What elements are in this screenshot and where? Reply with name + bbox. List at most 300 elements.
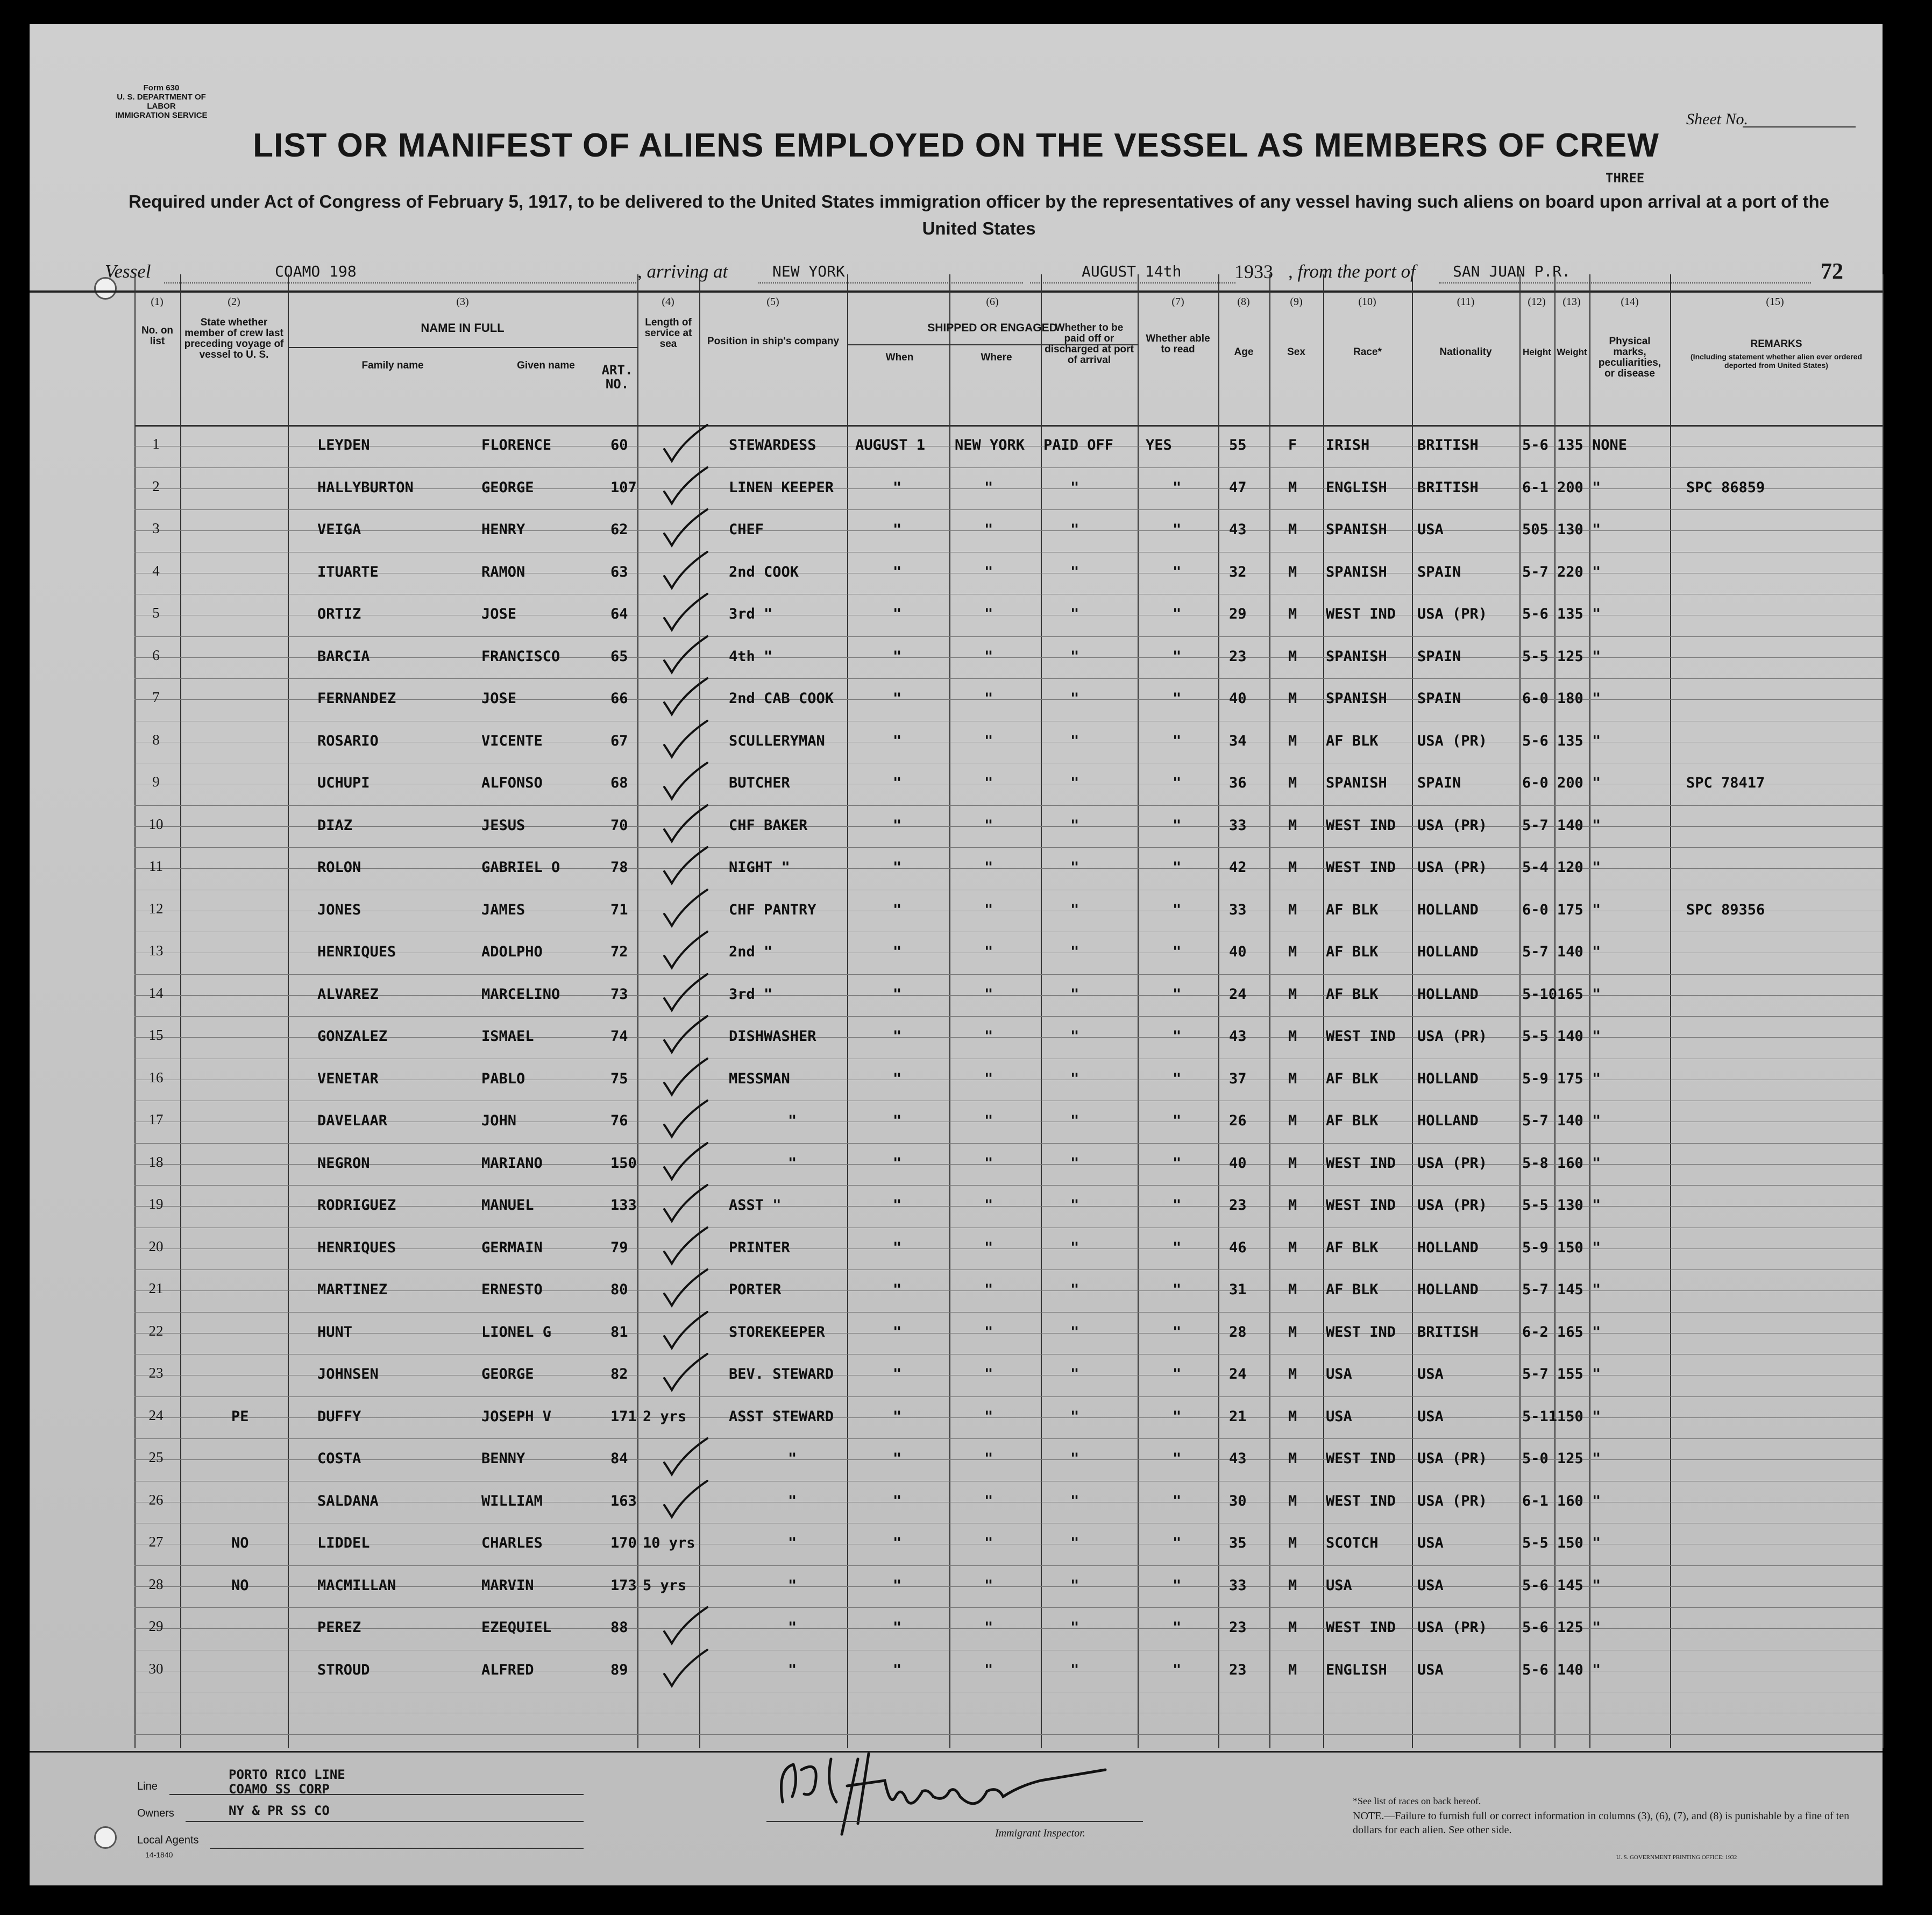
shipped-when-cell: " bbox=[893, 521, 902, 538]
paid-off-cell: " bbox=[1070, 1281, 1079, 1298]
age-cell: 33 bbox=[1229, 1577, 1247, 1594]
age-cell: 37 bbox=[1229, 1070, 1247, 1087]
art-no-cell: 68 bbox=[610, 775, 628, 791]
position-cell: PORTER bbox=[729, 1281, 782, 1298]
column-rule bbox=[1323, 274, 1324, 1748]
weight-cell: 140 bbox=[1557, 1661, 1583, 1678]
when-where-rule bbox=[949, 344, 950, 425]
checkmark-icon bbox=[659, 1013, 713, 1056]
column-rule bbox=[1138, 274, 1139, 1748]
physical-marks-cell: " bbox=[1592, 1070, 1601, 1087]
paid-off-cell: " bbox=[1070, 1535, 1079, 1551]
race-cell: USA bbox=[1326, 1408, 1352, 1425]
art-no-cell: 89 bbox=[610, 1661, 628, 1678]
race-cell: IRISH bbox=[1326, 437, 1370, 453]
nationality-cell: HOLLAND bbox=[1417, 1239, 1479, 1256]
physical-marks-cell: " bbox=[1592, 859, 1601, 876]
header-name-in-full: NAME IN FULL bbox=[421, 321, 505, 335]
family-name-cell: HALLYBURTON bbox=[317, 479, 414, 496]
nationality-cell: USA bbox=[1417, 1535, 1444, 1551]
row-number: 6 bbox=[152, 647, 160, 663]
sex-cell: M bbox=[1288, 1028, 1297, 1045]
able-to-read-cell: " bbox=[1173, 1239, 1182, 1256]
shipped-where-cell: " bbox=[984, 1070, 993, 1087]
age-cell: 24 bbox=[1229, 985, 1247, 1003]
shipped-when-cell: " bbox=[893, 690, 902, 707]
shipped-where-cell: " bbox=[984, 732, 993, 749]
paid-off-cell: " bbox=[1070, 1450, 1079, 1467]
weight-cell: 135 bbox=[1557, 732, 1583, 749]
family-name-cell: STROUD bbox=[317, 1661, 370, 1678]
art-no-cell: 107 bbox=[610, 479, 637, 496]
row-rule bbox=[134, 636, 1883, 637]
position-cell: CHF PANTRY bbox=[729, 901, 816, 918]
row-number: 11 bbox=[149, 858, 163, 874]
paid-off-cell: " bbox=[1070, 817, 1079, 834]
able-to-read-cell: " bbox=[1173, 1492, 1182, 1509]
shipped-where-cell: " bbox=[984, 1281, 993, 1298]
nationality-cell: USA (PR) bbox=[1417, 1197, 1488, 1214]
row-number: 8 bbox=[152, 731, 160, 748]
row-rule bbox=[134, 1185, 1883, 1186]
art-no-cell: 163 bbox=[610, 1492, 637, 1509]
given-name-cell: ALFRED bbox=[481, 1661, 534, 1678]
able-to-read-cell: " bbox=[1173, 479, 1182, 496]
height-cell: 5-6 bbox=[1522, 1619, 1549, 1636]
row-number: 27 bbox=[148, 1534, 164, 1550]
shipped-when-cell: " bbox=[893, 606, 902, 622]
column-number: (12) bbox=[1528, 296, 1546, 308]
header-when: When bbox=[885, 352, 914, 363]
physical-marks-cell: " bbox=[1592, 1450, 1601, 1467]
art-no-cell: 82 bbox=[610, 1366, 628, 1382]
able-to-read-cell: " bbox=[1173, 1154, 1182, 1172]
row-rule bbox=[134, 826, 1883, 827]
physical-marks-cell: " bbox=[1592, 775, 1601, 791]
column-number: (11) bbox=[1457, 296, 1475, 308]
weight-cell: 140 bbox=[1557, 944, 1583, 960]
art-no-cell: 84 bbox=[610, 1450, 628, 1467]
weight-cell: 125 bbox=[1557, 648, 1583, 665]
sex-cell: M bbox=[1288, 1070, 1297, 1087]
checkmark-icon bbox=[659, 676, 713, 719]
family-name-cell: ORTIZ bbox=[317, 606, 361, 622]
nationality-cell: USA (PR) bbox=[1417, 817, 1488, 834]
header-remarks: REMARKS bbox=[1750, 338, 1802, 350]
sex-cell: M bbox=[1288, 1492, 1297, 1509]
sex-cell: M bbox=[1288, 479, 1297, 496]
family-name-cell: ROLON bbox=[317, 859, 361, 876]
name-subrule bbox=[288, 347, 637, 348]
column-number: (9) bbox=[1290, 296, 1303, 308]
shipped-where-cell: " bbox=[984, 859, 993, 876]
row-rule bbox=[134, 1164, 1883, 1165]
paid-off-cell: " bbox=[1070, 1492, 1079, 1509]
state-whether-cell: NO bbox=[231, 1535, 249, 1551]
weight-cell: 200 bbox=[1557, 775, 1583, 791]
row-rule bbox=[134, 678, 1883, 679]
checkmark-icon bbox=[659, 465, 713, 508]
given-name-cell: ADOLPHO bbox=[481, 944, 543, 960]
paid-off-cell: " bbox=[1070, 985, 1079, 1003]
age-cell: 30 bbox=[1229, 1492, 1247, 1509]
page-number: 72 bbox=[1821, 259, 1843, 284]
nationality-cell: USA (PR) bbox=[1417, 732, 1488, 749]
family-name-cell: MACMILLAN bbox=[317, 1577, 396, 1594]
age-cell: 43 bbox=[1229, 521, 1247, 538]
shipped-when-cell: " bbox=[893, 1535, 902, 1551]
able-to-read-cell: " bbox=[1173, 690, 1182, 707]
nationality-cell: USA (PR) bbox=[1417, 1028, 1488, 1045]
age-cell: 34 bbox=[1229, 732, 1247, 749]
physical-marks-cell: " bbox=[1592, 1239, 1601, 1256]
nationality-cell: BRITISH bbox=[1417, 437, 1479, 453]
paid-off-cell: PAID OFF bbox=[1043, 437, 1114, 453]
paid-off-cell: " bbox=[1070, 944, 1079, 960]
art-no-cell: 74 bbox=[610, 1028, 628, 1045]
position-cell: BEV. STEWARD bbox=[729, 1366, 834, 1382]
paid-off-cell: " bbox=[1070, 690, 1079, 707]
age-cell: 33 bbox=[1229, 901, 1247, 918]
art-no-cell: 64 bbox=[610, 606, 628, 622]
checkmark-icon bbox=[659, 1267, 713, 1310]
remarks-cell: SPC 89356 bbox=[1686, 901, 1765, 918]
column-number: (13) bbox=[1562, 296, 1581, 308]
header-sex: Sex bbox=[1287, 346, 1305, 358]
column-number: (1) bbox=[151, 296, 164, 308]
physical-marks-cell: " bbox=[1592, 1619, 1601, 1636]
art-no-cell: 71 bbox=[610, 901, 628, 918]
weight-cell: 140 bbox=[1557, 1112, 1583, 1129]
row-rule bbox=[134, 699, 1883, 700]
height-cell: 6-1 bbox=[1522, 479, 1549, 496]
age-cell: 29 bbox=[1229, 606, 1247, 622]
header-position: Position in ship's company bbox=[707, 336, 840, 347]
race-cell: AF BLK bbox=[1326, 1112, 1379, 1129]
height-cell: 505 bbox=[1522, 521, 1549, 538]
checkmark-icon bbox=[659, 1478, 713, 1521]
paid-off-cell: " bbox=[1070, 1239, 1079, 1256]
owners-value: COAMO SS CORP bbox=[229, 1782, 330, 1797]
able-to-read-cell: " bbox=[1173, 648, 1182, 665]
row-rule bbox=[134, 1438, 1883, 1439]
paid-off-cell: " bbox=[1070, 563, 1079, 580]
race-cell: WEST IND bbox=[1326, 1197, 1396, 1214]
given-name-cell: FRANCISCO bbox=[481, 648, 560, 665]
nationality-cell: USA (PR) bbox=[1417, 1619, 1488, 1636]
row-rule bbox=[134, 1016, 1883, 1017]
able-to-read-cell: " bbox=[1173, 1408, 1182, 1425]
from-label: , from the port of bbox=[1288, 261, 1416, 282]
shipped-when-cell: " bbox=[893, 775, 902, 791]
sex-cell: M bbox=[1288, 648, 1297, 665]
form-dept: U. S. DEPARTMENT OF LABOR bbox=[117, 93, 206, 111]
shipped-where-cell: " bbox=[984, 1028, 993, 1045]
position-cell: " bbox=[788, 1112, 797, 1129]
checkmark-icon bbox=[659, 591, 713, 634]
row-number: 14 bbox=[148, 984, 164, 1001]
shipped-when-cell: " bbox=[893, 1492, 902, 1509]
checkmark-icon bbox=[659, 1647, 713, 1690]
family-name-cell: SALDANA bbox=[317, 1492, 379, 1509]
art-no-cell: 173 bbox=[610, 1577, 637, 1594]
shipped-where-cell: " bbox=[984, 901, 993, 918]
sex-cell: M bbox=[1288, 1661, 1297, 1678]
given-name-cell: JOHN bbox=[481, 1112, 517, 1129]
able-to-read-cell: " bbox=[1173, 563, 1182, 580]
able-to-read-cell: " bbox=[1173, 1070, 1182, 1087]
family-name-cell: ITUARTE bbox=[317, 563, 379, 580]
family-name-cell: LEYDEN bbox=[317, 437, 370, 453]
art-no-cell: 76 bbox=[610, 1112, 628, 1129]
checkmark-icon bbox=[659, 1098, 713, 1141]
age-cell: 23 bbox=[1229, 1197, 1247, 1214]
position-cell: SCULLERYMAN bbox=[729, 732, 825, 749]
able-to-read-cell: " bbox=[1173, 1450, 1182, 1467]
race-cell: AF BLK bbox=[1326, 944, 1379, 960]
shipped-when-cell: " bbox=[893, 1197, 902, 1214]
weight-cell: 120 bbox=[1557, 859, 1583, 876]
able-to-read-cell: " bbox=[1173, 1661, 1182, 1678]
header-art-no: ART. NO. bbox=[601, 363, 633, 392]
shipped-when-cell: " bbox=[893, 1239, 902, 1256]
checkmark-icon bbox=[659, 718, 713, 761]
given-name-cell: ISMAEL bbox=[481, 1028, 534, 1045]
sex-cell: M bbox=[1288, 817, 1297, 834]
sheet-no-label: Sheet No. bbox=[1686, 110, 1748, 128]
sex-cell: M bbox=[1288, 1323, 1297, 1340]
shipped-where-cell: " bbox=[984, 1239, 993, 1256]
able-to-read-cell: " bbox=[1173, 1323, 1182, 1340]
agents-label: Local Agents bbox=[137, 1834, 199, 1846]
shipped-where-cell: " bbox=[984, 1197, 993, 1214]
inspector-signature bbox=[761, 1737, 1148, 1845]
height-cell: 5-10 bbox=[1522, 985, 1558, 1003]
race-cell: WEST IND bbox=[1326, 1323, 1396, 1340]
physical-marks-cell: " bbox=[1592, 1492, 1601, 1509]
column-number: (10) bbox=[1358, 296, 1376, 308]
able-to-read-cell: " bbox=[1173, 1197, 1182, 1214]
given-name-cell: GEORGE bbox=[481, 479, 534, 496]
nationality-cell: HOLLAND bbox=[1417, 985, 1479, 1003]
column-rule bbox=[1269, 274, 1270, 1748]
row-number: 7 bbox=[152, 689, 160, 705]
age-cell: 26 bbox=[1229, 1112, 1247, 1129]
height-cell: 5-9 bbox=[1522, 1070, 1549, 1087]
shipped-when-cell: " bbox=[893, 985, 902, 1003]
checkmark-icon bbox=[659, 1182, 713, 1225]
owners-label: Owners bbox=[137, 1807, 174, 1819]
race-cell: WEST IND bbox=[1326, 1028, 1396, 1045]
position-cell: " bbox=[788, 1577, 797, 1594]
nationality-cell: USA bbox=[1417, 521, 1444, 538]
physical-marks-cell: " bbox=[1592, 1197, 1601, 1214]
family-name-cell: BARCIA bbox=[317, 648, 370, 665]
row-rule bbox=[134, 1143, 1883, 1144]
shipped-when-cell: " bbox=[893, 479, 902, 496]
position-cell: " bbox=[788, 1154, 797, 1172]
given-name-cell: LIONEL G bbox=[481, 1323, 552, 1340]
height-cell: 5-4 bbox=[1522, 859, 1549, 876]
given-name-cell: RAMON bbox=[481, 563, 525, 580]
paid-off-cell: " bbox=[1070, 859, 1079, 876]
sex-cell: M bbox=[1288, 732, 1297, 749]
column-rule bbox=[847, 274, 848, 1748]
art-no-cell: 63 bbox=[610, 563, 628, 580]
state-whether-cell: NO bbox=[231, 1577, 249, 1594]
weight-cell: 165 bbox=[1557, 1323, 1583, 1340]
column-rule bbox=[1041, 274, 1042, 1748]
family-name-cell: HENRIQUES bbox=[317, 1239, 396, 1256]
column-rule bbox=[134, 274, 136, 1748]
header-age: Age bbox=[1234, 346, 1254, 358]
nationality-cell: HOLLAND bbox=[1417, 1281, 1479, 1298]
inspector-label: Immigrant Inspector. bbox=[995, 1827, 1085, 1839]
row-number: 5 bbox=[152, 605, 160, 621]
nationality-cell: SPAIN bbox=[1417, 648, 1461, 665]
age-cell: 31 bbox=[1229, 1281, 1247, 1298]
row-rule bbox=[134, 1290, 1883, 1291]
able-to-read-cell: " bbox=[1173, 732, 1182, 749]
line-label: Line bbox=[137, 1781, 158, 1792]
sex-cell: M bbox=[1288, 1577, 1297, 1594]
sex-cell: M bbox=[1288, 1281, 1297, 1298]
weight-cell: 130 bbox=[1557, 1197, 1583, 1214]
row-rule bbox=[134, 868, 1883, 869]
art-no-cell: 81 bbox=[610, 1323, 628, 1340]
shipped-when-cell: " bbox=[893, 732, 902, 749]
shipped-when-cell: " bbox=[893, 1070, 902, 1087]
shipped-when-cell: " bbox=[893, 648, 902, 665]
shipped-where-cell: " bbox=[984, 521, 993, 538]
row-rule bbox=[134, 1459, 1883, 1460]
row-number: 26 bbox=[148, 1491, 164, 1508]
line-value: PORTO RICO LINE bbox=[229, 1767, 345, 1782]
shipped-where-cell: " bbox=[984, 479, 993, 496]
shipped-where-cell: " bbox=[984, 1535, 993, 1551]
owners-value-2: NY & PR SS CO bbox=[229, 1803, 330, 1818]
height-cell: 5-6 bbox=[1522, 1661, 1549, 1678]
age-cell: 47 bbox=[1229, 479, 1247, 496]
height-cell: 5-7 bbox=[1522, 817, 1549, 834]
paid-off-cell: " bbox=[1070, 1028, 1079, 1045]
art-no-cell: 88 bbox=[610, 1619, 628, 1636]
race-cell: AF BLK bbox=[1326, 732, 1379, 749]
row-rule bbox=[134, 974, 1883, 975]
paid-off-cell: " bbox=[1070, 775, 1079, 791]
physical-marks-cell: " bbox=[1592, 732, 1601, 749]
sex-cell: M bbox=[1288, 1239, 1297, 1256]
header-paid-off: Whether to be paid off or discharged at port of arrival bbox=[1045, 322, 1134, 366]
column-rule bbox=[637, 274, 638, 1748]
shipped-when-cell: " bbox=[893, 859, 902, 876]
header-state-whether: State whether member of crew last preceding voyage of vessel to U. S. bbox=[184, 317, 284, 360]
shipped-where-cell: " bbox=[984, 563, 993, 580]
able-to-read-cell: " bbox=[1173, 1112, 1182, 1129]
header-race: Race* bbox=[1353, 346, 1382, 358]
given-name-cell: GABRIEL O bbox=[481, 859, 560, 876]
race-cell: SPANISH bbox=[1326, 563, 1387, 580]
row-number: 30 bbox=[148, 1660, 164, 1677]
sheet-word: THREE bbox=[1606, 171, 1645, 186]
family-name-cell: ALVAREZ bbox=[317, 985, 379, 1003]
physical-marks-cell: " bbox=[1592, 817, 1601, 834]
row-rule bbox=[134, 1037, 1883, 1038]
position-cell: ASST " bbox=[729, 1197, 782, 1214]
remarks-cell: SPC 86859 bbox=[1686, 479, 1765, 496]
shipped-where-cell: NEW YORK bbox=[955, 437, 1025, 453]
position-cell: 3rd " bbox=[729, 985, 773, 1003]
shipped-when-cell: " bbox=[893, 1577, 902, 1594]
height-cell: 6-0 bbox=[1522, 775, 1549, 791]
weight-cell: 145 bbox=[1557, 1281, 1583, 1298]
given-name-cell: JESUS bbox=[481, 817, 525, 834]
nationality-cell: HOLLAND bbox=[1417, 1070, 1479, 1087]
length-service-cell: 10 yrs bbox=[643, 1535, 695, 1551]
row-number: 24 bbox=[148, 1407, 164, 1423]
row-rule bbox=[134, 657, 1883, 658]
able-to-read-cell: " bbox=[1173, 944, 1182, 960]
row-number: 15 bbox=[148, 1027, 164, 1043]
given-name-cell: EZEQUIEL bbox=[481, 1619, 552, 1636]
age-cell: 21 bbox=[1229, 1408, 1247, 1425]
position-cell: 2nd " bbox=[729, 944, 773, 960]
physical-marks-cell: " bbox=[1592, 1281, 1601, 1298]
sex-cell: F bbox=[1288, 437, 1297, 453]
checkmark-icon bbox=[659, 1140, 713, 1183]
sex-cell: M bbox=[1288, 690, 1297, 707]
checkmark-icon bbox=[659, 1351, 713, 1394]
shipped-when-cell: " bbox=[893, 817, 902, 834]
checkmark-icon bbox=[659, 549, 713, 592]
able-to-read-cell: " bbox=[1173, 985, 1182, 1003]
family-name-cell: GONZALEZ bbox=[317, 1028, 388, 1045]
column-number: (15) bbox=[1766, 296, 1784, 308]
art-no-cell: 65 bbox=[610, 648, 628, 665]
sex-cell: M bbox=[1288, 944, 1297, 960]
row-number: 16 bbox=[148, 1069, 164, 1086]
column-rule bbox=[1554, 274, 1555, 1748]
age-cell: 40 bbox=[1229, 1154, 1247, 1172]
shipped-where-cell: " bbox=[984, 1366, 993, 1382]
given-name-cell: FLORENCE bbox=[481, 437, 552, 453]
header-physical: Physical marks, peculiarities, or disease bbox=[1598, 336, 1661, 379]
age-cell: 43 bbox=[1229, 1028, 1247, 1045]
column-number: (2) bbox=[228, 296, 240, 308]
row-rule bbox=[134, 995, 1883, 996]
position-cell: CHF BAKER bbox=[729, 817, 808, 834]
row-number: 18 bbox=[148, 1153, 164, 1170]
shipped-when-cell: " bbox=[893, 1028, 902, 1045]
position-cell: " bbox=[788, 1535, 797, 1551]
art-no-cell: 67 bbox=[610, 732, 628, 749]
race-cell: AF BLK bbox=[1326, 1281, 1379, 1298]
paid-off-cell: " bbox=[1070, 606, 1079, 622]
age-cell: 23 bbox=[1229, 1661, 1247, 1678]
family-name-cell: HUNT bbox=[317, 1323, 353, 1340]
able-to-read-cell: " bbox=[1173, 1535, 1182, 1551]
height-cell: 5-5 bbox=[1522, 1197, 1549, 1214]
age-cell: 24 bbox=[1229, 1366, 1247, 1382]
art-no-cell: 133 bbox=[610, 1197, 637, 1214]
race-cell: AF BLK bbox=[1326, 1070, 1379, 1087]
subtitle: Required under Act of Congress of February 5, 1917, to be delivered to the United States immigration officer by the representatives of any vessel having such aliens on board upon arrival at a port of the United States bbox=[128, 191, 1829, 238]
shipped-where-cell: " bbox=[984, 1450, 993, 1467]
race-cell: AF BLK bbox=[1326, 985, 1379, 1003]
height-cell: 5-5 bbox=[1522, 648, 1549, 665]
physical-marks-cell: " bbox=[1592, 1366, 1601, 1382]
race-cell: SCOTCH bbox=[1326, 1535, 1379, 1551]
